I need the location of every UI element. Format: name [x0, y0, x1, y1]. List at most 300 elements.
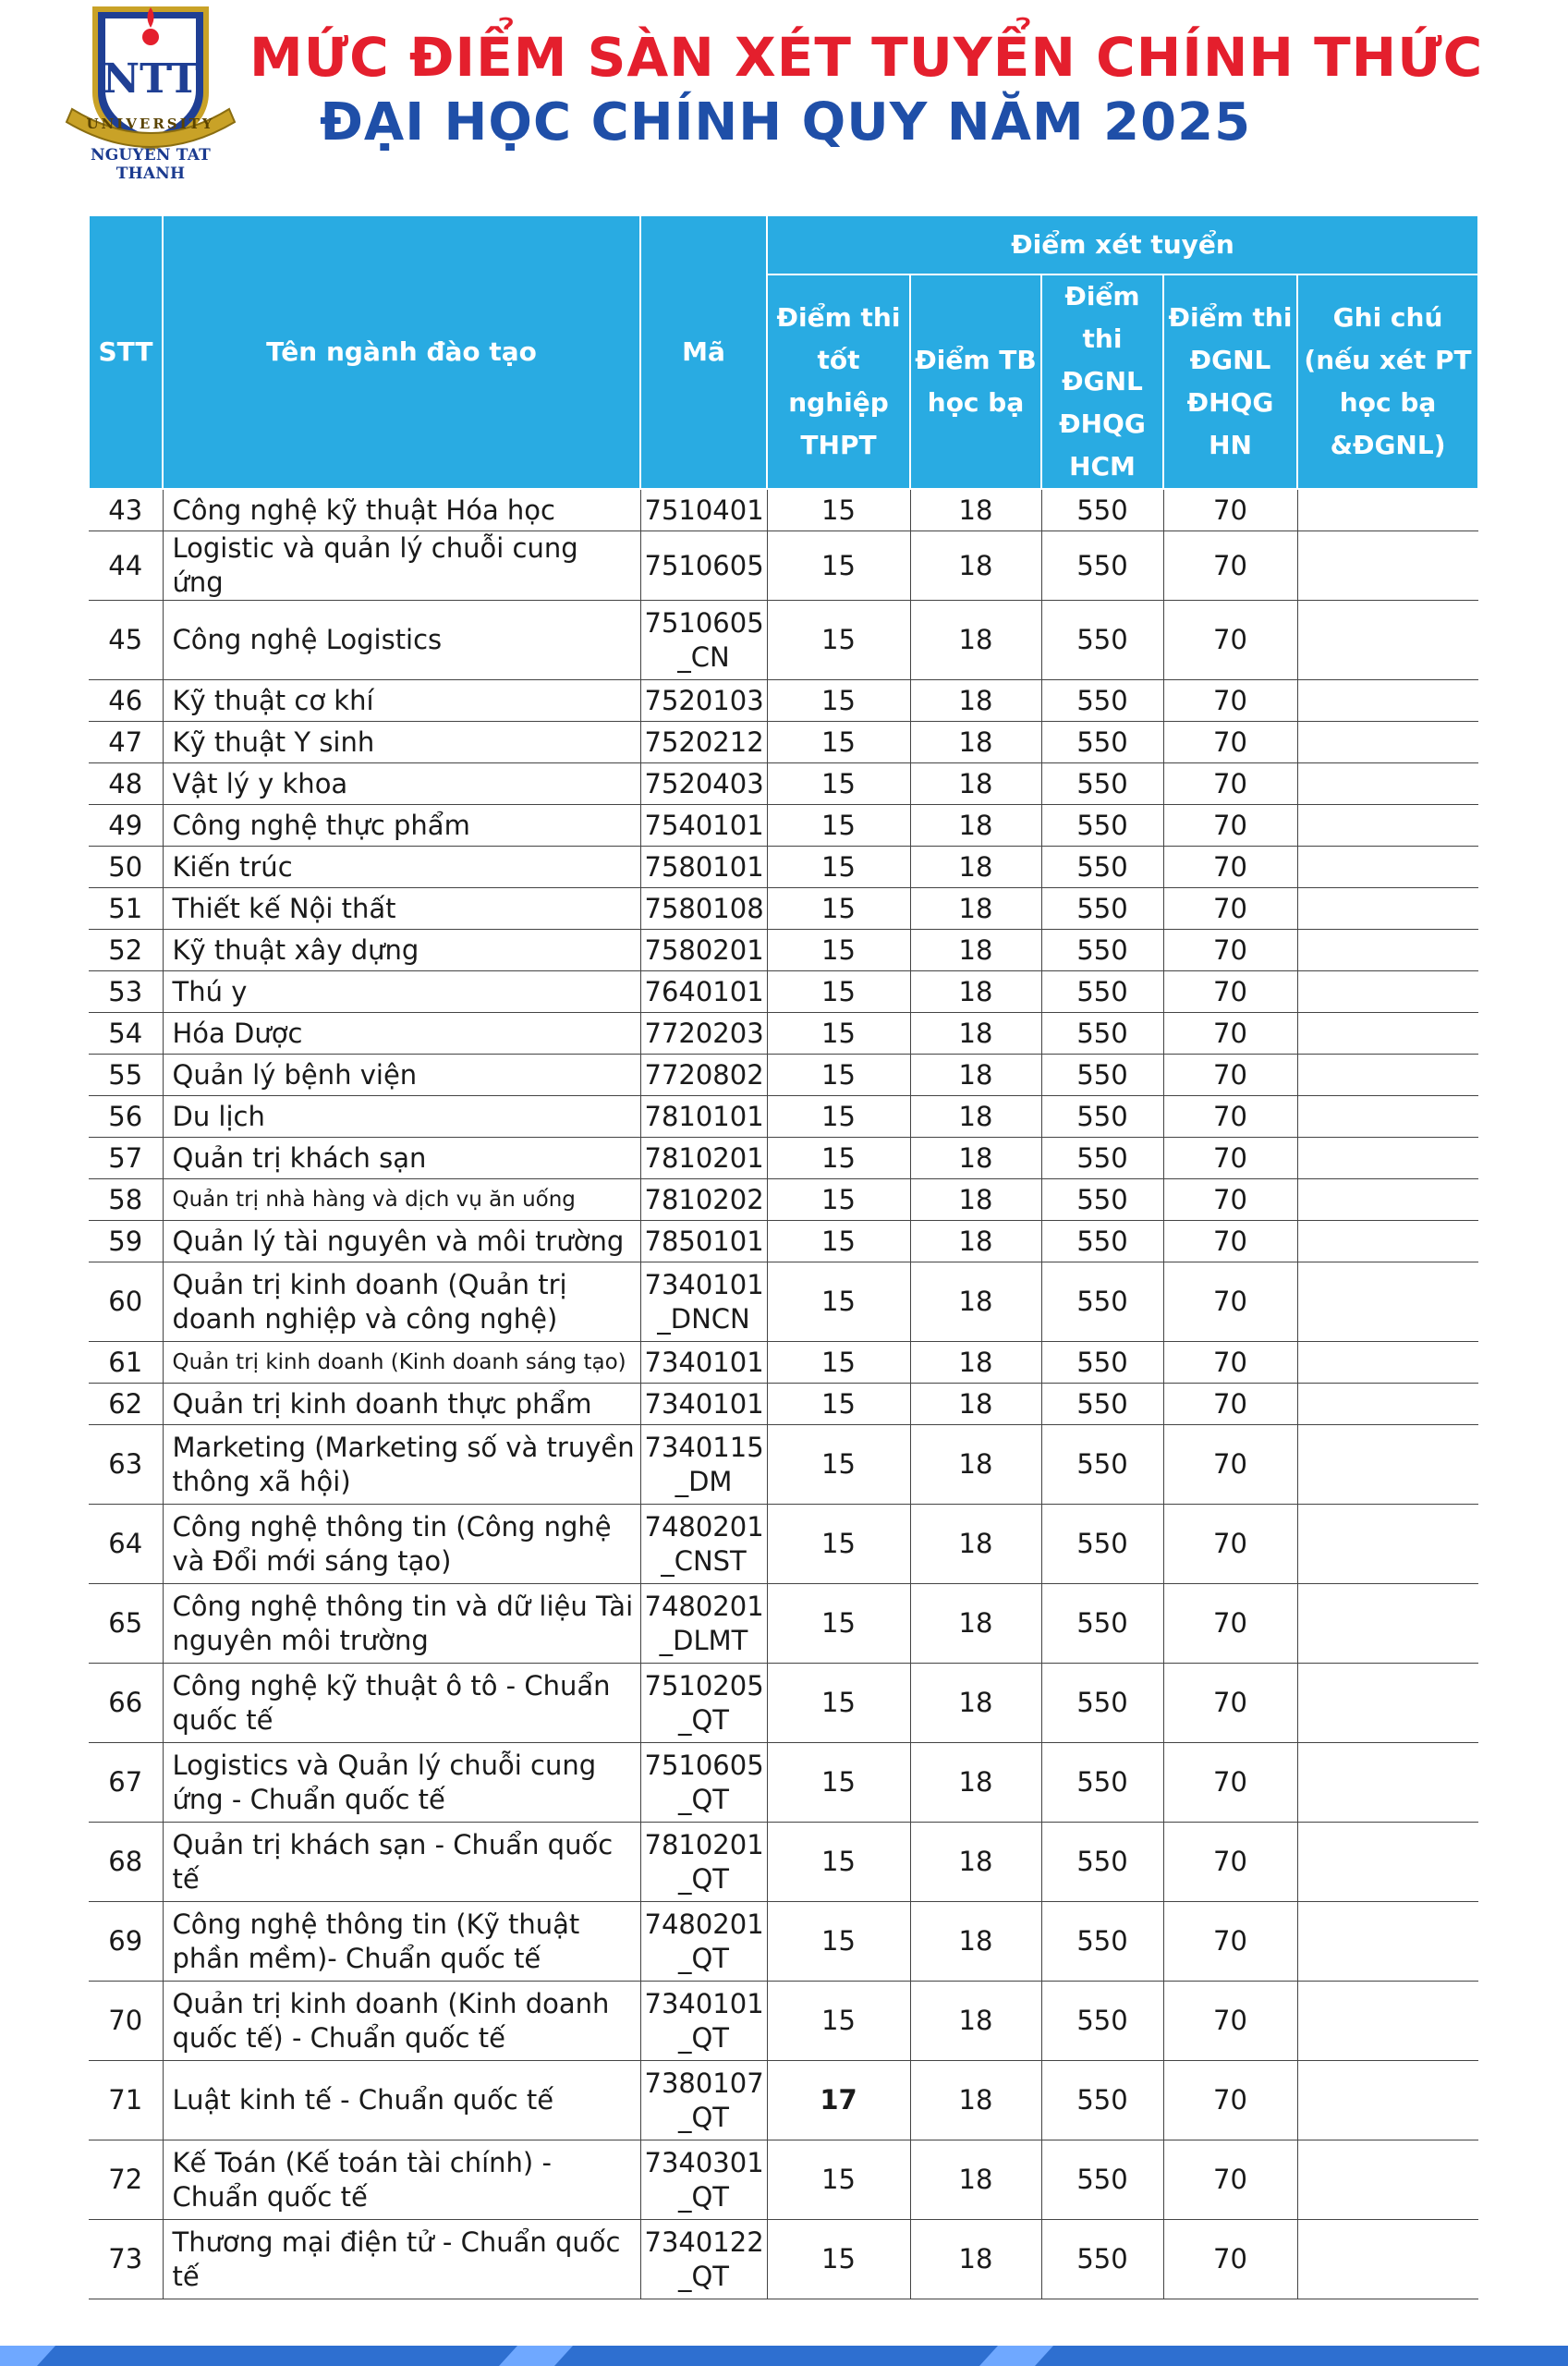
col-header-thpt-line: Điểm thi: [776, 302, 901, 333]
cell-score-dgnl-hn: 70: [1163, 1425, 1297, 1505]
cell-note: [1297, 2220, 1478, 2299]
table-row: [89, 531, 1478, 601]
table-row: [89, 680, 1478, 722]
cell-score-dgnl-hn: 70: [1163, 601, 1297, 680]
col-group-header: Điểm xét tuyển: [767, 215, 1478, 274]
cell-score-hocba: 18: [910, 1584, 1041, 1664]
table-row: [89, 1902, 1478, 1982]
cell-score-dgnl-hcm: 550: [1041, 489, 1163, 531]
cell-program-code: 7640101: [640, 971, 767, 1013]
cell-score-hocba: 18: [910, 531, 1041, 601]
cell-score-dgnl-hcm: 550: [1041, 531, 1163, 601]
cell-score-hocba: 18: [910, 1096, 1041, 1138]
cell-stt: 46: [89, 680, 163, 722]
cell-score-hocba: 18: [910, 763, 1041, 805]
cell-score-thpt: 15: [767, 1096, 910, 1138]
table-row: [89, 722, 1478, 763]
cell-program-name: Marketing (Marketing số và truyền thông xã hội): [163, 1425, 640, 1505]
cell-score-dgnl-hcm: 550: [1041, 601, 1163, 680]
cell-stt: 53: [89, 971, 163, 1013]
cell-stt: 72: [89, 2140, 163, 2220]
cell-note: [1297, 722, 1478, 763]
table-row: [89, 888, 1478, 930]
cell-score-dgnl-hn: 70: [1163, 1179, 1297, 1221]
cell-score-dgnl-hcm: 550: [1041, 1055, 1163, 1096]
table-row: [89, 805, 1478, 847]
cell-program-name: Quản lý tài nguyên và môi trường: [163, 1221, 640, 1262]
cell-note: [1297, 1584, 1478, 1664]
cell-stt: 51: [89, 888, 163, 930]
table-row: [89, 1823, 1478, 1902]
cell-score-hocba: 18: [910, 1823, 1041, 1902]
cell-score-hocba: 18: [910, 1425, 1041, 1505]
cell-score-hocba: 18: [910, 847, 1041, 888]
cell-score-thpt: 15: [767, 1425, 910, 1505]
cell-program-code: 7520403: [640, 763, 767, 805]
cell-note: [1297, 1179, 1478, 1221]
cell-score-dgnl-hn: 70: [1163, 1342, 1297, 1384]
cell-score-dgnl-hn: 70: [1163, 1982, 1297, 2061]
cell-note: [1297, 2061, 1478, 2140]
cell-note: [1297, 1384, 1478, 1425]
cell-program-code: 7510401: [640, 489, 767, 531]
table-row: [89, 601, 1478, 680]
cell-score-hocba: 18: [910, 1982, 1041, 2061]
cell-note: [1297, 601, 1478, 680]
cell-score-dgnl-hcm: 550: [1041, 930, 1163, 971]
cell-program-code: 7340101: [640, 1384, 767, 1425]
cell-score-dgnl-hcm: 550: [1041, 847, 1163, 888]
cell-note: [1297, 1505, 1478, 1584]
cell-program-name: Hóa Dược: [163, 1013, 640, 1055]
cell-program-name: Quản trị kinh doanh (Quản trị doanh nghiệp và công nghệ): [163, 1262, 640, 1342]
cell-stt: 45: [89, 601, 163, 680]
cell-stt: 44: [89, 531, 163, 601]
table-row: [89, 1055, 1478, 1096]
col-header-note-line: (nếu xét PT: [1304, 345, 1472, 375]
table-row: [89, 847, 1478, 888]
cell-score-dgnl-hcm: 550: [1041, 1384, 1163, 1425]
col-header-hn-line: ĐGNL: [1189, 345, 1271, 375]
cell-score-thpt: 15: [767, 1743, 910, 1823]
cell-score-dgnl-hcm: 550: [1041, 1505, 1163, 1584]
cell-score-dgnl-hcm: 550: [1041, 680, 1163, 722]
cell-program-name: Công nghệ thông tin (Công nghệ và Đổi mới sáng tạo): [163, 1505, 640, 1584]
cell-score-dgnl-hcm: 550: [1041, 1982, 1163, 2061]
cell-note: [1297, 680, 1478, 722]
cell-score-dgnl-hn: 70: [1163, 1902, 1297, 1982]
cell-score-thpt: 15: [767, 1384, 910, 1425]
cell-score-thpt: 15: [767, 1823, 910, 1902]
cell-score-thpt: 15: [767, 888, 910, 930]
cell-note: [1297, 489, 1478, 531]
cell-note: [1297, 2140, 1478, 2220]
cell-program-name: Quản trị kinh doanh (Kinh doanh quốc tế) - Chuẩn quốc tế: [163, 1982, 640, 2061]
cell-program-name: Kỹ thuật Y sinh: [163, 722, 640, 763]
cell-program-code: 7340115 _DM: [640, 1425, 767, 1505]
cell-program-code: 7480201 _DLMT: [640, 1584, 767, 1664]
col-header-thpt-line: THPT: [800, 430, 877, 460]
cell-stt: 50: [89, 847, 163, 888]
cell-program-name: Kế Toán (Kế toán tài chính) - Chuẩn quốc tế: [163, 2140, 640, 2220]
cell-score-hocba: 18: [910, 1262, 1041, 1342]
cell-score-dgnl-hn: 70: [1163, 1743, 1297, 1823]
col-header-note-line: Ghi chú: [1332, 302, 1443, 333]
cell-stt: 63: [89, 1425, 163, 1505]
cell-score-hocba: 18: [910, 1013, 1041, 1055]
cell-program-code: 7480201 _QT: [640, 1902, 767, 1982]
cell-score-hocba: 18: [910, 2220, 1041, 2299]
cell-note: [1297, 847, 1478, 888]
col-header-hcm-line: Điểm: [1064, 281, 1140, 311]
table-row: [89, 1982, 1478, 2061]
cell-score-hocba: 18: [910, 1055, 1041, 1096]
table-row: [89, 2140, 1478, 2220]
cell-score-thpt: 15: [767, 1664, 910, 1743]
cell-program-name: Quản trị kinh doanh (Kinh doanh sáng tạo): [163, 1342, 640, 1384]
cell-score-dgnl-hn: 70: [1163, 2061, 1297, 2140]
table-row: [89, 1262, 1478, 1342]
cell-program-name: Công nghệ thông tin (Kỹ thuật phần mềm)- Chuẩn quốc tế: [163, 1902, 640, 1982]
cell-program-name: Công nghệ kỹ thuật ô tô - Chuẩn quốc tế: [163, 1664, 640, 1743]
cell-score-dgnl-hcm: 550: [1041, 1425, 1163, 1505]
cell-program-code: 7340122 _QT: [640, 2220, 767, 2299]
table-row: [89, 2061, 1478, 2140]
cell-stt: 54: [89, 1013, 163, 1055]
cell-stt: 49: [89, 805, 163, 847]
cell-stt: 52: [89, 930, 163, 971]
cell-score-dgnl-hn: 70: [1163, 1505, 1297, 1584]
cell-note: [1297, 1138, 1478, 1179]
cell-note: [1297, 1096, 1478, 1138]
col-header-thpt: [767, 274, 910, 489]
cell-stt: 67: [89, 1743, 163, 1823]
cell-program-code: 7380107 _QT: [640, 2061, 767, 2140]
cell-score-thpt: 15: [767, 805, 910, 847]
cell-score-dgnl-hn: 70: [1163, 763, 1297, 805]
cell-program-name: Quản trị nhà hàng và dịch vụ ăn uống: [163, 1179, 640, 1221]
cell-program-code: 7810201 _QT: [640, 1823, 767, 1902]
cell-score-dgnl-hcm: 550: [1041, 1096, 1163, 1138]
table-row: [89, 1584, 1478, 1664]
cell-score-hocba: 18: [910, 1505, 1041, 1584]
cell-stt: 43: [89, 489, 163, 531]
cell-stt: 62: [89, 1384, 163, 1425]
col-header-note: [1297, 274, 1478, 489]
cell-score-dgnl-hn: 70: [1163, 1096, 1297, 1138]
col-header-hocba-line: Điểm TB: [915, 345, 1037, 375]
cell-note: [1297, 1902, 1478, 1982]
cell-program-code: 7510605 _CN: [640, 601, 767, 680]
table-row: [89, 1743, 1478, 1823]
col-header-hocba-line: học bạ: [927, 387, 1025, 418]
table-row: [89, 930, 1478, 971]
cell-program-name: Kỹ thuật xây dựng: [163, 930, 640, 971]
cell-score-dgnl-hcm: 550: [1041, 1138, 1163, 1179]
table-row: [89, 1179, 1478, 1221]
cell-score-dgnl-hcm: 550: [1041, 1664, 1163, 1743]
cell-score-thpt: 15: [767, 1179, 910, 1221]
cell-score-hocba: 18: [910, 601, 1041, 680]
cell-score-hocba: 18: [910, 680, 1041, 722]
cell-program-name: Công nghệ thực phẩm: [163, 805, 640, 847]
col-header-dgnl-hn: [1163, 274, 1297, 489]
cell-program-code: 7340101: [640, 1342, 767, 1384]
table-row: [89, 489, 1478, 531]
cell-score-dgnl-hn: 70: [1163, 531, 1297, 601]
col-header-name: Tên ngành đào tạo: [163, 215, 640, 489]
table-row: [89, 1342, 1478, 1384]
cell-score-dgnl-hcm: 550: [1041, 1743, 1163, 1823]
table-row: [89, 1425, 1478, 1505]
cell-score-thpt: 15: [767, 2220, 910, 2299]
cell-score-thpt: 15: [767, 1584, 910, 1664]
table-row: [89, 1384, 1478, 1425]
cell-score-thpt: 15: [767, 2140, 910, 2220]
cell-score-thpt: 15: [767, 680, 910, 722]
cell-program-name: Công nghệ thông tin và dữ liệu Tài nguyên môi trường: [163, 1584, 640, 1664]
footer-stripe: [0, 2346, 1568, 2366]
cell-program-name: Logistic và quản lý chuỗi cung ứng: [163, 531, 640, 601]
table-header: [89, 215, 1478, 489]
cell-program-name: Kiến trúc: [163, 847, 640, 888]
cell-note: [1297, 1013, 1478, 1055]
cell-score-dgnl-hcm: 550: [1041, 2220, 1163, 2299]
cell-program-code: 7510605 _QT: [640, 1743, 767, 1823]
cell-score-dgnl-hcm: 550: [1041, 1262, 1163, 1342]
cell-note: [1297, 763, 1478, 805]
col-header-code: Mã: [640, 215, 767, 489]
cell-score-thpt: 17: [767, 2061, 910, 2140]
cell-score-hocba: 18: [910, 2061, 1041, 2140]
col-header-hocba: [910, 274, 1041, 489]
cell-score-thpt: 15: [767, 1505, 910, 1584]
cell-score-dgnl-hcm: 550: [1041, 1221, 1163, 1262]
cell-score-thpt: 15: [767, 971, 910, 1013]
cell-stt: 57: [89, 1138, 163, 1179]
cell-note: [1297, 1055, 1478, 1096]
cell-score-dgnl-hcm: 550: [1041, 1823, 1163, 1902]
cell-stt: 68: [89, 1823, 163, 1902]
cell-score-hocba: 18: [910, 971, 1041, 1013]
col-header-note-line: &ĐGNL): [1330, 430, 1446, 460]
cell-score-hocba: 18: [910, 1384, 1041, 1425]
cell-stt: 58: [89, 1179, 163, 1221]
cell-note: [1297, 1982, 1478, 2061]
cell-stt: 59: [89, 1221, 163, 1262]
cell-score-dgnl-hcm: 550: [1041, 805, 1163, 847]
cell-score-hocba: 18: [910, 1342, 1041, 1384]
cell-score-dgnl-hn: 70: [1163, 2220, 1297, 2299]
table-row: [89, 763, 1478, 805]
cell-score-thpt: 15: [767, 1221, 910, 1262]
col-header-dgnl-hcm: [1041, 274, 1163, 489]
cell-score-dgnl-hcm: 550: [1041, 763, 1163, 805]
cell-program-name: Thiết kế Nội thất: [163, 888, 640, 930]
cell-score-hocba: 18: [910, 2140, 1041, 2220]
col-header-stt: STT: [89, 215, 163, 489]
cell-program-code: 7720203: [640, 1013, 767, 1055]
cell-score-dgnl-hn: 70: [1163, 847, 1297, 888]
cell-score-hocba: 18: [910, 489, 1041, 531]
cell-program-name: Thú y: [163, 971, 640, 1013]
logo-text: NTT: [102, 55, 200, 103]
cell-program-code: 7480201 _CNST: [640, 1505, 767, 1584]
cell-score-hocba: 18: [910, 1743, 1041, 1823]
cell-stt: 64: [89, 1505, 163, 1584]
cell-score-dgnl-hn: 70: [1163, 1384, 1297, 1425]
cell-score-dgnl-hcm: 550: [1041, 722, 1163, 763]
cell-note: [1297, 1221, 1478, 1262]
cell-program-name: Thương mại điện tử - Chuẩn quốc tế: [163, 2220, 640, 2299]
cell-note: [1297, 805, 1478, 847]
cell-score-hocba: 18: [910, 1664, 1041, 1743]
cell-score-hocba: 18: [910, 888, 1041, 930]
cell-score-dgnl-hn: 70: [1163, 805, 1297, 847]
cell-score-thpt: 15: [767, 489, 910, 531]
cell-score-dgnl-hcm: 550: [1041, 1179, 1163, 1221]
cell-score-thpt: 15: [767, 1902, 910, 1982]
cell-score-thpt: 15: [767, 1342, 910, 1384]
table-row: [89, 2220, 1478, 2299]
cell-score-dgnl-hn: 70: [1163, 2140, 1297, 2220]
cell-score-thpt: 15: [767, 531, 910, 601]
cell-note: [1297, 1342, 1478, 1384]
cell-score-hocba: 18: [910, 1221, 1041, 1262]
col-header-hn-line: ĐHQG HN: [1186, 387, 1274, 460]
cell-stt: 61: [89, 1342, 163, 1384]
cell-score-thpt: 15: [767, 763, 910, 805]
col-header-hcm-line: thi ĐGNL: [1062, 323, 1143, 396]
logo-caption: NGUYEN TAT THANH: [90, 146, 212, 183]
page-subtitle: ĐẠI HỌC CHÍNH QUY NĂM 2025: [319, 92, 1252, 152]
col-header-hcm-line: HCM: [1069, 451, 1136, 482]
cell-score-dgnl-hcm: 550: [1041, 1584, 1163, 1664]
cell-score-dgnl-hn: 70: [1163, 680, 1297, 722]
table-row: [89, 1096, 1478, 1138]
cell-score-dgnl-hn: 70: [1163, 1013, 1297, 1055]
cell-note: [1297, 888, 1478, 930]
cell-program-code: 7510605: [640, 531, 767, 601]
cell-score-thpt: 15: [767, 1013, 910, 1055]
cell-program-code: 7810101: [640, 1096, 767, 1138]
cell-program-name: Logistics và Quản lý chuỗi cung ứng - Chuẩn quốc tế: [163, 1743, 640, 1823]
table-row: [89, 1221, 1478, 1262]
cell-program-code: 7810201: [640, 1138, 767, 1179]
cell-score-dgnl-hn: 70: [1163, 1664, 1297, 1743]
cell-program-code: 7810202: [640, 1179, 767, 1221]
cell-score-thpt: 15: [767, 1982, 910, 2061]
cell-score-thpt: 15: [767, 1262, 910, 1342]
cell-score-dgnl-hn: 70: [1163, 722, 1297, 763]
cell-note: [1297, 531, 1478, 601]
cell-program-code: 7510205 _QT: [640, 1664, 767, 1743]
admission-score-table: [88, 214, 1479, 2299]
cell-program-code: 7340101 _QT: [640, 1982, 767, 2061]
page-header: [0, 0, 1568, 208]
cell-score-dgnl-hn: 70: [1163, 489, 1297, 531]
cell-stt: 60: [89, 1262, 163, 1342]
cell-program-name: Công nghệ kỹ thuật Hóa học: [163, 489, 640, 531]
cell-score-dgnl-hcm: 550: [1041, 888, 1163, 930]
cell-stt: 65: [89, 1584, 163, 1664]
cell-score-dgnl-hcm: 550: [1041, 1342, 1163, 1384]
cell-score-hocba: 18: [910, 805, 1041, 847]
cell-score-hocba: 18: [910, 1179, 1041, 1221]
cell-program-name: Vật lý y khoa: [163, 763, 640, 805]
cell-program-code: 7580101: [640, 847, 767, 888]
cell-program-code: 7340101 _DNCN: [640, 1262, 767, 1342]
logo-ribbon: UNIVERSITY: [86, 116, 215, 132]
cell-program-name: Quản trị kinh doanh thực phẩm: [163, 1384, 640, 1425]
cell-score-hocba: 18: [910, 722, 1041, 763]
cell-program-name: Quản lý bệnh viện: [163, 1055, 640, 1096]
cell-score-hocba: 18: [910, 1902, 1041, 1982]
cell-score-dgnl-hn: 70: [1163, 1584, 1297, 1664]
col-header-hn-line: Điểm thi: [1168, 302, 1293, 333]
cell-stt: 71: [89, 2061, 163, 2140]
cell-stt: 47: [89, 722, 163, 763]
cell-note: [1297, 971, 1478, 1013]
cell-score-thpt: 15: [767, 1055, 910, 1096]
cell-score-dgnl-hn: 70: [1163, 1823, 1297, 1902]
cell-program-code: 7540101: [640, 805, 767, 847]
cell-program-code: 7340301 _QT: [640, 2140, 767, 2220]
cell-score-dgnl-hcm: 550: [1041, 971, 1163, 1013]
cell-note: [1297, 1425, 1478, 1505]
page-title: MỨC ĐIỂM SÀN XÉT TUYỂN CHÍNH THỨC: [249, 26, 1484, 89]
cell-program-name: Quản trị khách sạn: [163, 1138, 640, 1179]
cell-program-code: 7720802: [640, 1055, 767, 1096]
cell-stt: 69: [89, 1902, 163, 1982]
cell-score-dgnl-hn: 70: [1163, 1221, 1297, 1262]
table-row: [89, 971, 1478, 1013]
cell-program-code: 7520103: [640, 680, 767, 722]
table-row: [89, 1505, 1478, 1584]
cell-program-code: 7580201: [640, 930, 767, 971]
cell-stt: 70: [89, 1982, 163, 2061]
table-body: [89, 489, 1478, 2299]
cell-score-hocba: 18: [910, 930, 1041, 971]
cell-note: [1297, 1823, 1478, 1902]
cell-score-dgnl-hn: 70: [1163, 930, 1297, 971]
cell-score-dgnl-hn: 70: [1163, 888, 1297, 930]
cell-score-thpt: 15: [767, 847, 910, 888]
cell-program-name: Du lịch: [163, 1096, 640, 1138]
cell-score-dgnl-hcm: 550: [1041, 1902, 1163, 1982]
cell-score-dgnl-hn: 70: [1163, 1262, 1297, 1342]
cell-note: [1297, 930, 1478, 971]
cell-score-thpt: 15: [767, 930, 910, 971]
cell-note: [1297, 1664, 1478, 1743]
cell-score-dgnl-hn: 70: [1163, 1055, 1297, 1096]
table-row: [89, 1138, 1478, 1179]
col-header-thpt-line: tốt nghiệp: [788, 345, 889, 418]
cell-score-dgnl-hcm: 550: [1041, 1013, 1163, 1055]
cell-score-dgnl-hn: 70: [1163, 1138, 1297, 1179]
cell-stt: 56: [89, 1096, 163, 1138]
cell-program-code: 7580108: [640, 888, 767, 930]
cell-score-dgnl-hn: 70: [1163, 971, 1297, 1013]
cell-program-code: 7850101: [640, 1221, 767, 1262]
cell-stt: 66: [89, 1664, 163, 1743]
cell-program-code: 7520212: [640, 722, 767, 763]
cell-program-name: Quản trị khách sạn - Chuẩn quốc tế: [163, 1823, 640, 1902]
cell-score-hocba: 18: [910, 1138, 1041, 1179]
cell-note: [1297, 1743, 1478, 1823]
cell-note: [1297, 1262, 1478, 1342]
cell-stt: 48: [89, 763, 163, 805]
